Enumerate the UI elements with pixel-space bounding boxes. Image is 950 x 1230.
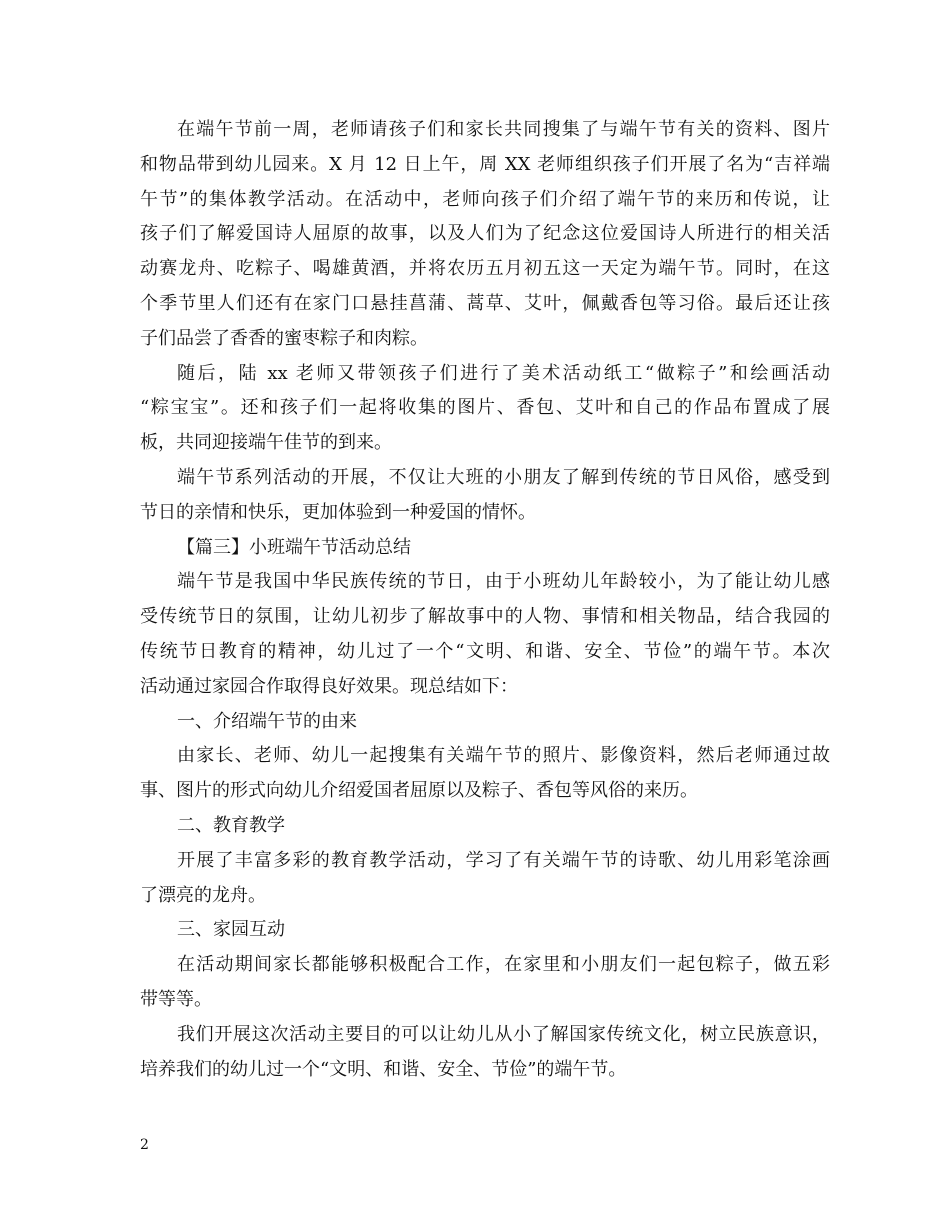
paragraph-line-2: 和物品带到幼儿园来。X 月 12 日上午，周 XX 老师组织孩子们开展了名为“吉祥端 xyxy=(140,153,830,175)
paragraph-line-7: 子们品尝了香香的蜜枣粽子和肉粽。 xyxy=(140,327,428,349)
page-number: 2 xyxy=(140,1137,149,1153)
paragraph-line-1: 在端午节前一周，老师请孩子们和家长共同搜集了与端午节有关的资料、图片 xyxy=(177,119,830,140)
subheading-1: 一、介绍端午节的由来 xyxy=(177,710,357,732)
paragraph-line-17: 活动通过家园合作取得良好效果。现总结如下： xyxy=(140,675,518,697)
paragraph-line-5: 动赛龙舟、吃粽子、喝雄黄酒，并将农历五月初五这一天定为端午节。同时，在这 xyxy=(140,258,830,280)
paragraph-line-28: 培养我们的幼儿过一个“文明、和谐、安全、节俭”的端午节。 xyxy=(140,1058,627,1080)
paragraph-line-8: 随后，陆 xx 老师又带领孩子们进行了美术活动纸工“做粽子”和绘画活动 xyxy=(177,362,830,384)
paragraph-line-14: 端午节是我国中华民族传统的节日，由于小班幼儿年龄较小，为了能让幼儿感 xyxy=(177,571,830,593)
paragraph-line-22: 开展了丰富多彩的教育教学活动，学习了有关端午节的诗歌、幼儿用彩笔涂画 xyxy=(177,849,830,871)
subheading-2: 二、教育教学 xyxy=(177,814,285,836)
paragraph-line-26: 带等等。 xyxy=(140,988,212,1010)
paragraph-line-23: 了漂亮的龙舟。 xyxy=(140,884,266,906)
paragraph-line-25: 在活动期间家长都能够积极配合工作，在家里和小朋友们一起包粽子，做五彩 xyxy=(177,954,830,976)
document-body xyxy=(140,113,830,1087)
paragraph-line-10: 板，共同迎接端午佳节的到来。 xyxy=(140,432,392,454)
section-heading: 【篇三】小班端午节活动总结 xyxy=(177,536,411,558)
paragraph-line-16: 传统节日教育的精神，幼儿过了一个“文明、和谐、安全、节俭”的端午节。本次 xyxy=(140,640,830,662)
paragraph-line-27: 我们开展这次活动主要目的可以让幼儿从小了解国家传统文化，树立民族意识， xyxy=(177,1023,830,1045)
subheading-3: 三、家园互动 xyxy=(177,919,285,941)
paragraph-line-4: 孩子们了解爱国诗人屈原的故事，以及人们为了纪念这位爱国诗人所进行的相关活 xyxy=(140,223,830,245)
paragraph-line-3: 午节”的集体教学活动。在活动中，老师向孩子们介绍了端午节的来历和传说，让 xyxy=(140,188,830,210)
paragraph-line-20: 事、图片的形式向幼儿介绍爱国者屈原以及粽子、香包等风俗的来历。 xyxy=(140,780,698,802)
paragraph-line-9: “粽宝宝”。还和孩子们一起将收集的图片、香包、艾叶和自己的作品布置成了展 xyxy=(140,397,830,419)
paragraph-line-12: 节日的亲情和快乐，更加体验到一种爱国的情怀。 xyxy=(140,501,536,523)
paragraph-line-11: 端午节系列活动的开展，不仅让大班的小朋友了解到传统的节日风俗，感受到 xyxy=(177,466,830,488)
paragraph-line-19: 由家长、老师、幼儿一起搜集有关端午节的照片、影像资料，然后老师通过故 xyxy=(177,745,830,767)
paragraph-line-15: 受传统节日的氛围，让幼儿初步了解故事中的人物、事情和相关物品，结合我园的 xyxy=(140,606,830,628)
paragraph-line-6: 个季节里人们还有在家门口悬挂菖蒲、蒿草、艾叶，佩戴香包等习俗。最后还让孩 xyxy=(140,292,830,314)
